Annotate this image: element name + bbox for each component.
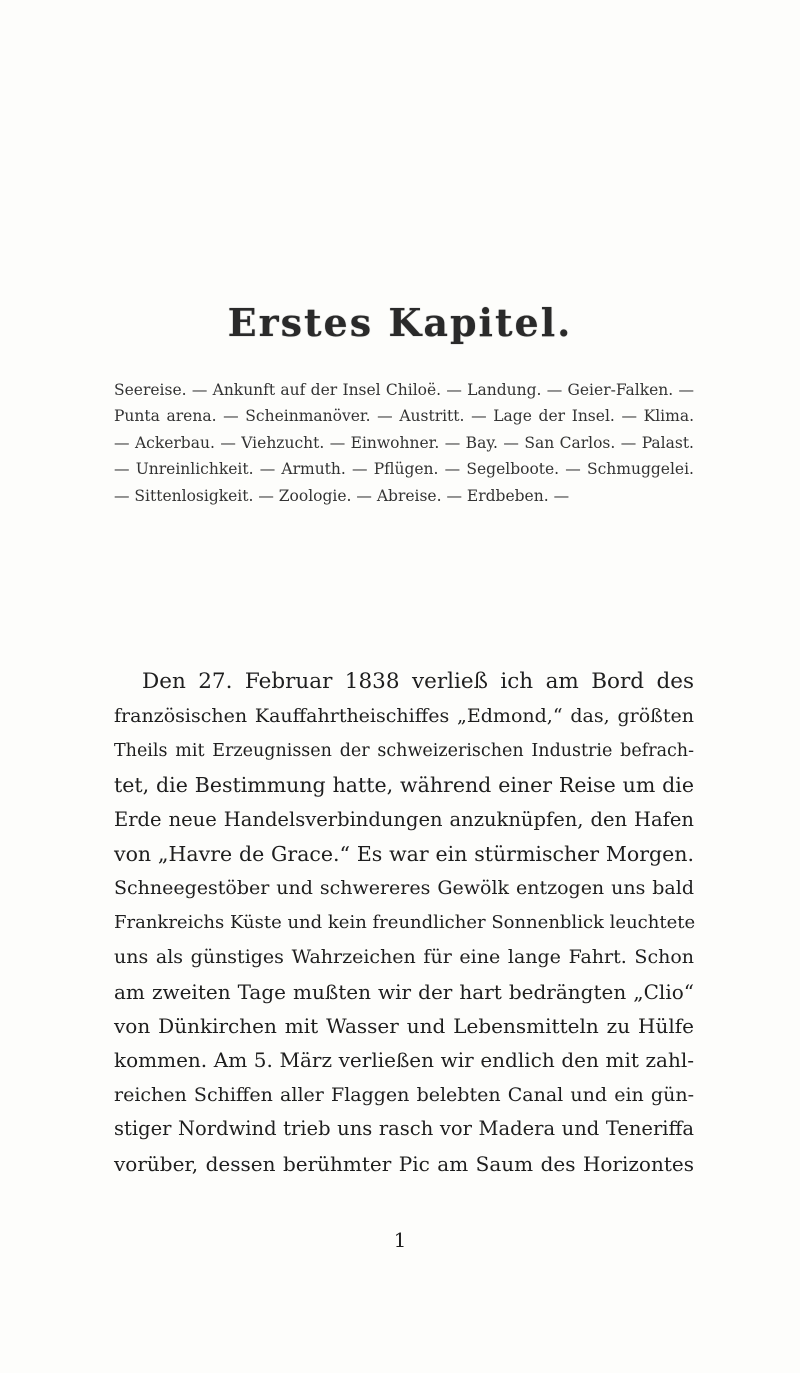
body-line: Schneegestöber und schwereres Gewölk entzogen uns bald [114, 877, 694, 900]
page-number: 1 [393, 1228, 407, 1252]
body-line: tet, die Bestimmung hatte, während einer Reise um die [114, 773, 694, 798]
body-line: kommen. Am 5. März verließen wir endlich den mit zahl- [114, 1048, 694, 1073]
body-text [114, 665, 694, 1181]
chapter-title: Erstes Kapitel. [227, 300, 573, 345]
body-line: französischen Kauffahrtheischiffes „Edmond,“ das, größten [114, 705, 694, 728]
body-line: vorüber, dessen berühmter Pic am Saum des Horizontes [114, 1151, 694, 1176]
body-line: reichen Schiffen aller Flaggen belebten Canal und ein gün- [114, 1083, 694, 1106]
body-line: am zweiten Tage mußten wir der hart bedrängten „Clio“ [114, 979, 694, 1004]
body-line: von Dünkirchen mit Wasser und Lebensmitteln zu Hülfe [114, 1014, 694, 1039]
body-line: Erde neue Handelsverbindungen anzuknüpfen, den Hafen [114, 807, 694, 831]
body-line: stiger Nordwind trieb uns rasch vor Madera und Teneriffa [114, 1117, 694, 1141]
body-line: Theils mit Erzeugnissen der schweizerischen Industrie befrach- [114, 740, 694, 761]
body-line: uns als günstiges Wahrzeichen für eine lange Fahrt. Schon [114, 946, 694, 969]
body-line: Frankreichs Küste und kein freundlicher Sonnenblick leuchtete [114, 911, 696, 933]
body-line: Den 27. Februar 1838 verließ ich am Bord des [142, 669, 694, 694]
body-line: von „Havre de Grace.“ Es war ein stürmischer Morgen. [114, 842, 694, 867]
chapter-summary: Seereise. — Ankunft auf der Insel Chiloë. — Landung. — Geier-Falken. — Punta arena. — Scheinmanöver. — Austritt. — Lage der Insel. — Klima. — Ackerbau. — Viehzucht. — Einwohner. — Bay. — San Carlos. — Palast. — Unreinlichkeit. — Armuth. — Pflügen. — Segelboote. — Schmuggelei. — Sittenlosigkeit. — Zoologie. — Abreise. — Erdbeben. — [114, 381, 694, 505]
